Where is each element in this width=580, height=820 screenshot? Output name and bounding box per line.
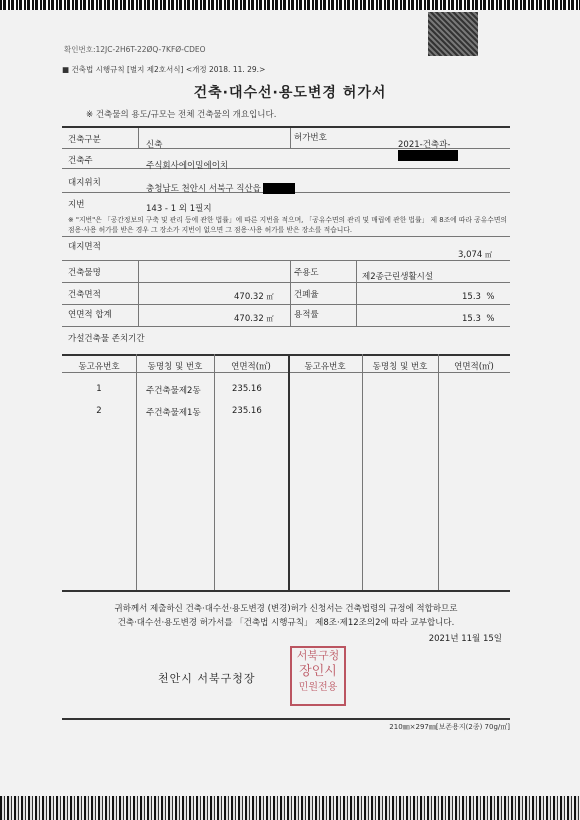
category-value: 신축 — [146, 140, 163, 150]
owner-value: 주식회사에이밀에이치 — [146, 161, 229, 171]
permit-number-value: 2021-건축과- — [398, 138, 510, 161]
main-use-value: 제2종근린생활시설 — [362, 272, 434, 282]
temp-building-period-label: 가설건축물 존치기간 — [68, 334, 145, 344]
official-seal-stamp — [290, 646, 346, 706]
total-floor-area-label: 연면적 합계 — [68, 310, 112, 320]
site-area-label: 대지면적 — [68, 242, 101, 252]
permit-form — [62, 126, 510, 731]
paper-spec: 210㎜×297㎜[보존용지(2종) 70g/㎡] — [389, 723, 510, 731]
page-title: 건축·대수선·용도변경 허가서 — [193, 85, 387, 101]
table-header-building-name: 동명칭 및 번호 — [147, 362, 203, 372]
issue-date: 2021년 11월 15일 — [428, 634, 502, 644]
closing-line-2: 건축·대수선·용도변경 허가서를 「건축법 시행규칙」 제8조·제12조의2에 따라 교부합니다. — [117, 618, 455, 628]
floor-area-ratio-label: 용적률 — [294, 310, 319, 320]
permit-number-redaction — [398, 150, 458, 161]
category-label: 건축구분 — [68, 135, 101, 145]
scan-barcode-top — [0, 0, 580, 10]
lot-label: 지번 — [68, 200, 85, 210]
lot-value: 143 - 1 외 1필지 — [146, 204, 212, 214]
closing-line-1: 귀하께서 제출하신 건축·대수선·용도변경 (변경)허가 신청서는 건축법령의 규정에 적합하므로 — [114, 604, 458, 614]
coverage-ratio-label: 건폐율 — [294, 290, 319, 300]
row-building-name: 주건축물제2동 — [146, 386, 201, 396]
floor-area-ratio-value: 15.3 % — [462, 314, 495, 324]
row-floor-area: 235.16 — [232, 384, 262, 394]
site-area-value: 3,074 ㎡ — [458, 250, 493, 260]
location-label: 대지위치 — [68, 178, 101, 188]
table-header-floor-area-2: 연면적(㎡) — [454, 362, 494, 372]
total-floor-area-value: 470.32 ㎡ — [234, 314, 274, 324]
issuer-name: 천안시 서북구청장 — [158, 672, 256, 685]
seal-line-2: 장인시 — [299, 664, 337, 679]
seal-line-3: 민원전용 — [298, 682, 338, 693]
table-header-building-name-2: 동명칭 및 번호 — [372, 362, 428, 372]
row-unique-no: 2 — [96, 406, 102, 416]
document-qr-code — [428, 12, 478, 56]
building-name-label: 건축물명 — [68, 268, 101, 278]
location-redaction — [263, 183, 295, 194]
lot-footnote: ※ "지번"은 「공간정보의 구축 및 관리 등에 관한 법률」에 따른 지번을 적으며, 「공유수면의 관리 및 매립에 관한 법률」 제 8조에 따라 공유수면의 점용·사용 허가를 받은 경우 그 장소가 지번이 없으면 그 점용·사용 허가를 받은 장소를 적습니다. — [68, 216, 507, 234]
coverage-ratio-value: 15.3 % — [462, 292, 495, 302]
scope-note: ※ 건축물의 용도/규모는 전체 건축물의 개요입니다. — [86, 110, 277, 120]
row-building-name: 주건축물제1동 — [146, 408, 201, 418]
confirm-number: 확인번호:12JC-2H6T-22ØQ-7KFØ-CDEO — [64, 45, 206, 54]
location-value: 충청남도 천안시 서북구 직산읍 — [146, 182, 295, 194]
permit-number-label: 허가번호 — [294, 133, 327, 143]
table-header-unique-no: 동고유번호 — [78, 362, 120, 372]
row-floor-area: 235.16 — [232, 406, 262, 416]
building-area-value: 470.32 ㎡ — [234, 292, 274, 302]
building-area-label: 건축면적 — [68, 290, 101, 300]
scan-barcode-bottom — [0, 796, 580, 820]
row-unique-no: 1 — [96, 384, 102, 394]
table-header-floor-area: 연면적(㎡) — [231, 362, 271, 372]
table-header-unique-no-2: 동고유번호 — [304, 362, 346, 372]
main-use-label: 주용도 — [294, 268, 319, 278]
owner-label: 건축주 — [68, 156, 93, 166]
seal-line-1: 서북구청 — [296, 649, 340, 662]
law-reference: ■ 건축법 시행규칙 [별지 제2호서식] <개정 2018. 11. 29.> — [62, 65, 266, 74]
